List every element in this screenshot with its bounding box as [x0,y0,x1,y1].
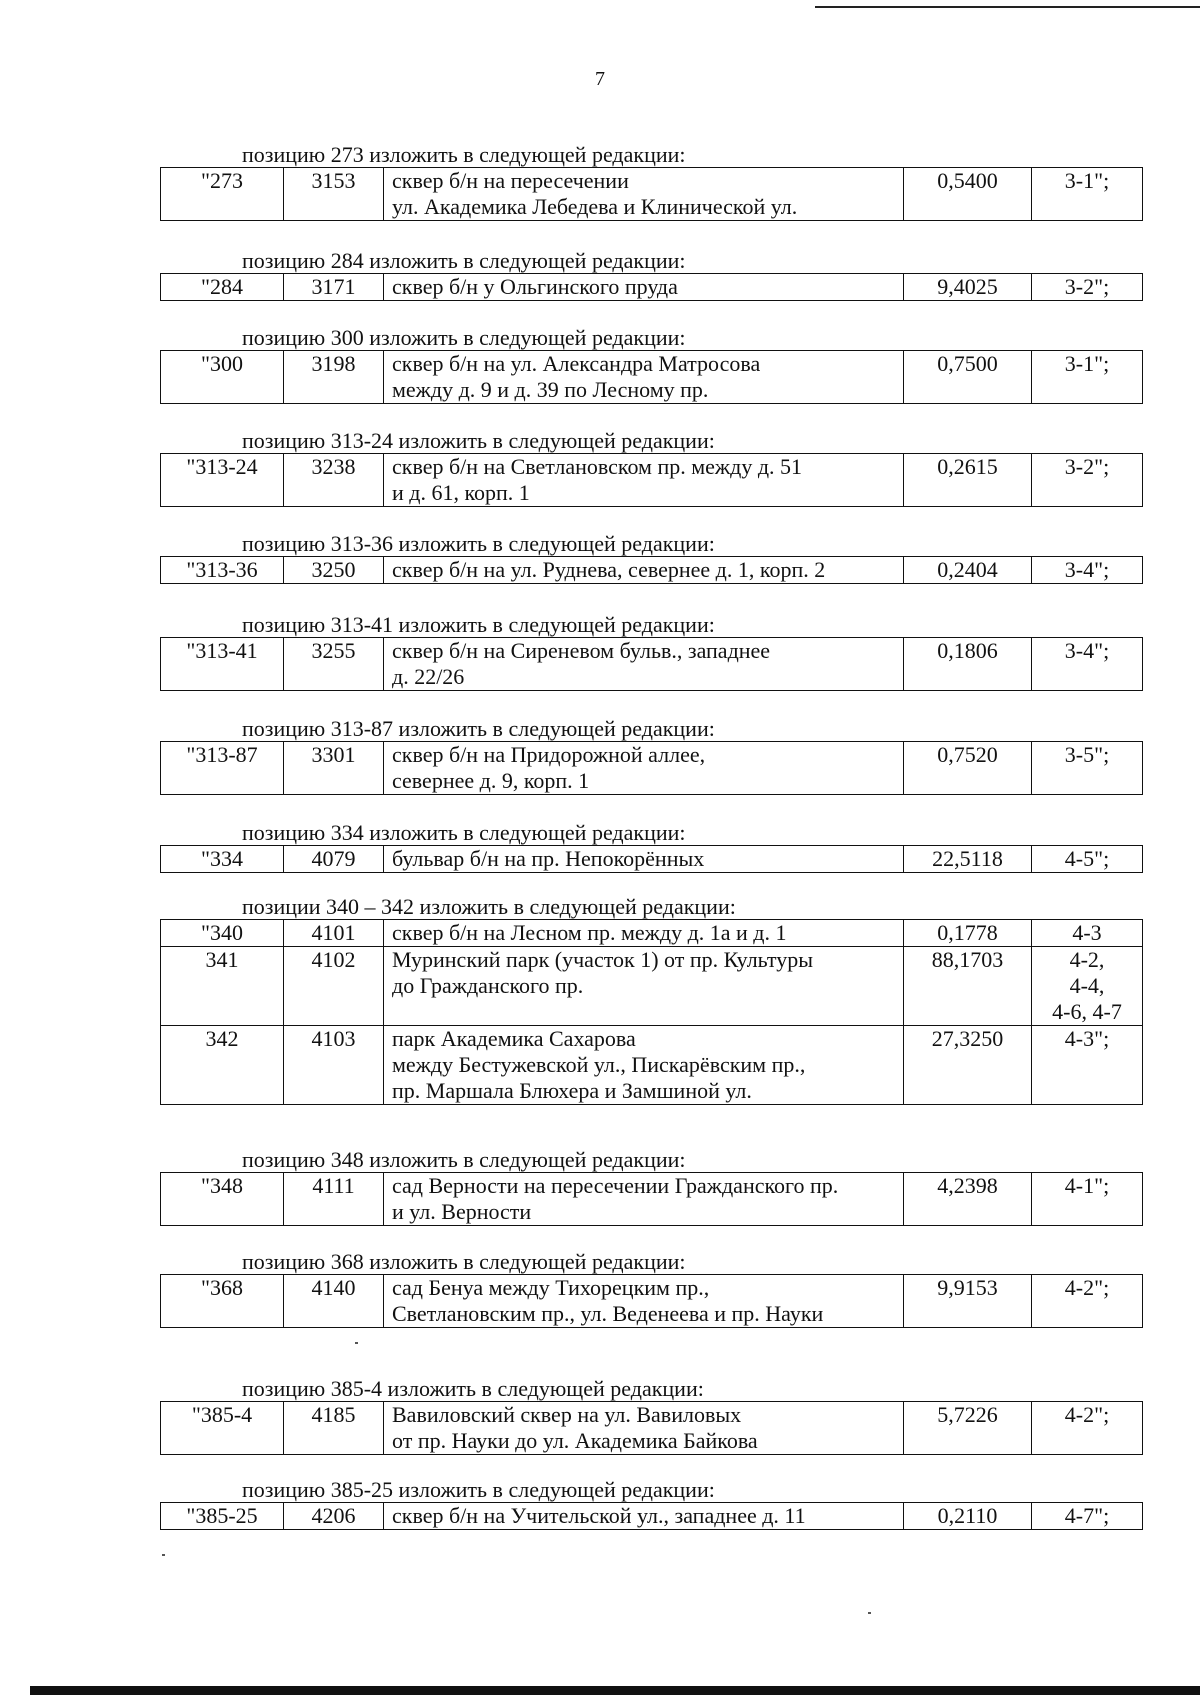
amendment-table [160,350,1143,404]
area-cell: 0,5400 [904,168,1032,221]
section-heading: позицию 300 изложить в следующей редакции: [242,325,686,350]
section-heading: позицию 284 изложить в следующей редакции: [242,248,686,273]
code-cell: 3255 [284,638,384,691]
amendment-table [160,845,1143,873]
scan-speck [162,1554,165,1556]
section-heading: позицию 385-4 изложить в следующей редакции: [242,1376,704,1401]
area-cell: 9,4025 [904,274,1032,301]
amendment-section [160,717,1142,795]
area-cell: 0,7520 [904,742,1032,795]
code-cell: 3171 [284,274,384,301]
code-cell: 3250 [284,557,384,584]
code-cell: 4185 [284,1402,384,1455]
area-cell: 4,2398 [904,1173,1032,1226]
code-cell: 4079 [284,846,384,873]
area-cell: 0,1778 [904,920,1032,947]
position-cell: "368 [161,1275,284,1328]
zone-cell: 3-4"; [1032,557,1143,584]
position-cell: "385-25 [161,1503,284,1530]
table-row [161,557,1143,584]
position-cell: "273 [161,168,284,221]
position-cell: "334 [161,846,284,873]
table-row [161,920,1143,947]
description-cell: парк Академика Сахарова между Бестужевской ул., Пискарёвским пр., пр. Маршала Блюхера и Замшиной ул. [384,1026,904,1105]
section-heading: позицию 334 изложить в следующей редакции: [242,820,686,845]
area-cell: 27,3250 [904,1026,1032,1105]
amendment-section [160,613,1142,691]
section-heading: позицию 313-87 изложить в следующей редакции: [242,716,715,741]
table-row [161,1275,1143,1328]
description-cell: Муринский парк (участок 1) от пр. Культуры до Гражданского пр. [384,947,904,1026]
amendment-section [160,1377,1142,1455]
page-number: 7 [595,68,605,90]
amendment-table [160,637,1143,691]
area-cell: 0,2404 [904,557,1032,584]
area-cell: 0,2110 [904,1503,1032,1530]
section-heading: позиции 340 – 342 изложить в следующей редакции: [242,894,736,919]
amendment-section [160,1478,1142,1530]
table-row [161,351,1143,404]
description-cell: сквер б/н на Светлановском пр. между д. 51 и д. 61, корп. 1 [384,454,904,507]
code-cell: 4101 [284,920,384,947]
scan-speck [868,1612,871,1614]
table-row [161,1503,1143,1530]
scan-speck [355,1342,358,1344]
description-cell: сквер б/н у Ольгинского пруда [384,274,904,301]
zone-cell: 4-5"; [1032,846,1143,873]
amendment-section [160,532,1142,584]
zone-cell: 3-2"; [1032,454,1143,507]
description-cell: сквер б/н на Сиреневом бульв., западнее д. 22/26 [384,638,904,691]
zone-cell: 4-3 [1032,920,1143,947]
amendment-section [160,143,1142,221]
zone-cell: 3-2"; [1032,274,1143,301]
code-cell: 3238 [284,454,384,507]
area-cell: 0,7500 [904,351,1032,404]
position-cell: "313-36 [161,557,284,584]
zone-cell: 3-1"; [1032,168,1143,221]
description-cell: Вавиловский сквер на ул. Вавиловых от пр. Науки до ул. Академика Байкова [384,1402,904,1455]
table-row [161,1026,1143,1105]
description-cell: сквер б/н на Придорожной аллее, севернее д. 9, корп. 1 [384,742,904,795]
area-cell: 0,1806 [904,638,1032,691]
code-cell: 4102 [284,947,384,1026]
amendment-table [160,1172,1143,1226]
position-cell: "348 [161,1173,284,1226]
section-heading: позицию 313-36 изложить в следующей редакции: [242,531,715,556]
amendment-table [160,1401,1143,1455]
area-cell: 9,9153 [904,1275,1032,1328]
table-row [161,638,1143,691]
amendment-section [160,249,1142,301]
section-heading: позицию 368 изложить в следующей редакции: [242,1249,686,1274]
amendment-table [160,273,1143,301]
table-row [161,168,1143,221]
table-row [161,1402,1143,1455]
amendment-section [160,821,1142,873]
zone-cell: 3-5"; [1032,742,1143,795]
position-cell: "313-87 [161,742,284,795]
zone-cell: 4-3"; [1032,1026,1143,1105]
position-cell: "284 [161,274,284,301]
position-cell: "340 [161,920,284,947]
description-cell: сад Верности на пересечении Гражданского пр. и ул. Верности [384,1173,904,1226]
table-row [161,846,1143,873]
amendment-section [160,895,1142,1105]
description-cell: сквер б/н на пересечении ул. Академика Лебедева и Клинической ул. [384,168,904,221]
code-cell: 3198 [284,351,384,404]
section-heading: позицию 313-41 изложить в следующей редакции: [242,612,715,637]
amendment-table [160,167,1143,221]
section-heading: позицию 273 изложить в следующей редакции: [242,142,686,167]
code-cell: 4103 [284,1026,384,1105]
description-cell: сквер б/н на ул. Руднева, севернее д. 1, корп. 2 [384,557,904,584]
zone-cell: 4-2"; [1032,1402,1143,1455]
section-heading: позицию 313-24 изложить в следующей редакции: [242,428,715,453]
table-row [161,742,1143,795]
position-cell: "313-24 [161,454,284,507]
section-heading: позицию 348 изложить в следующей редакции: [242,1147,686,1172]
code-cell: 3153 [284,168,384,221]
amendment-section [160,326,1142,404]
area-cell: 0,2615 [904,454,1032,507]
code-cell: 3301 [284,742,384,795]
position-cell: "313-41 [161,638,284,691]
area-cell: 88,1703 [904,947,1032,1026]
amendment-table [160,453,1143,507]
area-cell: 5,7226 [904,1402,1032,1455]
table-row [161,454,1143,507]
table-row [161,274,1143,301]
amendment-section [160,429,1142,507]
amendment-table [160,1274,1143,1328]
position-cell: 341 [161,947,284,1026]
table-row [161,947,1143,1026]
top-rule [815,6,1200,8]
code-cell: 4111 [284,1173,384,1226]
zone-cell: 4-2, 4-4, 4-6, 4-7 [1032,947,1143,1026]
amendment-table [160,1502,1143,1530]
zone-cell: 4-1"; [1032,1173,1143,1226]
description-cell: сад Бенуа между Тихорецким пр., Светлановским пр., ул. Веденеева и пр. Науки [384,1275,904,1328]
description-cell: сквер б/н на Лесном пр. между д. 1а и д. 1 [384,920,904,947]
zone-cell: 4-7"; [1032,1503,1143,1530]
position-cell: "300 [161,351,284,404]
position-cell: 342 [161,1026,284,1105]
zone-cell: 3-4"; [1032,638,1143,691]
area-cell: 22,5118 [904,846,1032,873]
amendment-table [160,741,1143,795]
zone-cell: 4-2"; [1032,1275,1143,1328]
description-cell: бульвар б/н на пр. Непокорённых [384,846,904,873]
scan-edge-bar [30,1686,1200,1695]
table-row [161,1173,1143,1226]
zone-cell: 3-1"; [1032,351,1143,404]
description-cell: сквер б/н на Учительской ул., западнее д. 11 [384,1503,904,1530]
code-cell: 4206 [284,1503,384,1530]
position-cell: "385-4 [161,1402,284,1455]
code-cell: 4140 [284,1275,384,1328]
amendment-section [160,1148,1142,1226]
amendment-table [160,556,1143,584]
amendment-section [160,1250,1142,1328]
description-cell: сквер б/н на ул. Александра Матросова между д. 9 и д. 39 по Лесному пр. [384,351,904,404]
amendment-table [160,919,1143,1105]
section-heading: позицию 385-25 изложить в следующей редакции: [242,1477,715,1502]
